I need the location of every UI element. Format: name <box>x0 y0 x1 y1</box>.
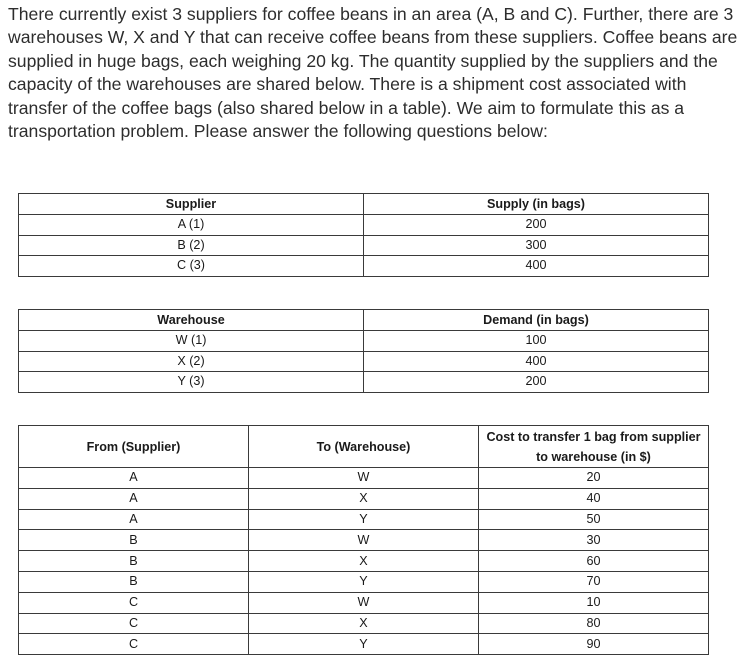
column-header-supplier: Supplier <box>19 194 364 215</box>
cost-cell: 70 <box>479 571 709 592</box>
table-row <box>19 613 709 634</box>
from-supplier-cell: A <box>19 468 249 489</box>
table-row <box>19 634 709 655</box>
from-supplier-cell: A <box>19 509 249 530</box>
table-row <box>19 331 709 352</box>
from-supplier-cell: C <box>19 634 249 655</box>
table-header-row <box>19 426 709 468</box>
cost-cell: 50 <box>479 509 709 530</box>
warehouse-cell: Y (3) <box>19 372 364 393</box>
cost-cell: 30 <box>479 530 709 551</box>
table-row <box>19 351 709 372</box>
column-header-supply: Supply (in bags) <box>364 194 709 215</box>
demand-cell: 200 <box>364 372 709 393</box>
from-supplier-cell: B <box>19 551 249 572</box>
cost-cell: 10 <box>479 592 709 613</box>
column-header-to: To (Warehouse) <box>249 426 479 468</box>
column-header-demand: Demand (in bags) <box>364 310 709 331</box>
table-row <box>19 530 709 551</box>
cost-table <box>18 425 709 655</box>
table-row <box>19 256 709 277</box>
table-row <box>19 372 709 393</box>
from-supplier-cell: C <box>19 592 249 613</box>
supply-cell: 400 <box>364 256 709 277</box>
table-row <box>19 488 709 509</box>
cost-table-body <box>19 468 709 655</box>
table-header-row <box>19 310 709 331</box>
column-header-cost: Cost to transfer 1 bag from supplier to warehouse (in $) <box>479 426 709 468</box>
cost-cell: 80 <box>479 613 709 634</box>
column-header-from: From (Supplier) <box>19 426 249 468</box>
to-warehouse-cell: W <box>249 592 479 613</box>
table-row <box>19 592 709 613</box>
cost-cell: 20 <box>479 468 709 489</box>
to-warehouse-cell: X <box>249 551 479 572</box>
warehouse-cell: W (1) <box>19 331 364 352</box>
table-row <box>19 551 709 572</box>
supplier-cell: B (2) <box>19 235 364 256</box>
table-row <box>19 571 709 592</box>
demand-cell: 100 <box>364 331 709 352</box>
table-row <box>19 468 709 489</box>
demand-table <box>18 309 709 393</box>
from-supplier-cell: C <box>19 613 249 634</box>
to-warehouse-cell: Y <box>249 509 479 530</box>
from-supplier-cell: B <box>19 530 249 551</box>
supplier-cell: A (1) <box>19 215 364 236</box>
to-warehouse-cell: W <box>249 468 479 489</box>
supplier-cell: C (3) <box>19 256 364 277</box>
to-warehouse-cell: X <box>249 488 479 509</box>
table-row <box>19 509 709 530</box>
to-warehouse-cell: X <box>249 613 479 634</box>
to-warehouse-cell: Y <box>249 571 479 592</box>
cost-cell: 40 <box>479 488 709 509</box>
cost-cell: 90 <box>479 634 709 655</box>
to-warehouse-cell: Y <box>249 634 479 655</box>
problem-statement: There currently exist 3 suppliers for coffee beans in an area (A, B and C). Further, there are 3 warehouses W, X and Y that can receive coffee beans from these suppliers. Coffee beans are supplied in huge bags, each weighing 20 kg. The quantity supplied by the suppliers and the capacity of the warehouses are shared below. There is a shipment cost associated with transfer of the coffee bags (also shared below in a table). We aim to formulate this as a transportation problem. Please answer the following questions below: <box>8 4 738 142</box>
from-supplier-cell: B <box>19 571 249 592</box>
from-supplier-cell: A <box>19 488 249 509</box>
column-header-warehouse: Warehouse <box>19 310 364 331</box>
supply-table <box>18 193 709 277</box>
table-row <box>19 235 709 256</box>
supply-cell: 300 <box>364 235 709 256</box>
table-header-row <box>19 194 709 215</box>
supply-cell: 200 <box>364 215 709 236</box>
table-row <box>19 215 709 236</box>
to-warehouse-cell: W <box>249 530 479 551</box>
cost-cell: 60 <box>479 551 709 572</box>
demand-cell: 400 <box>364 351 709 372</box>
warehouse-cell: X (2) <box>19 351 364 372</box>
